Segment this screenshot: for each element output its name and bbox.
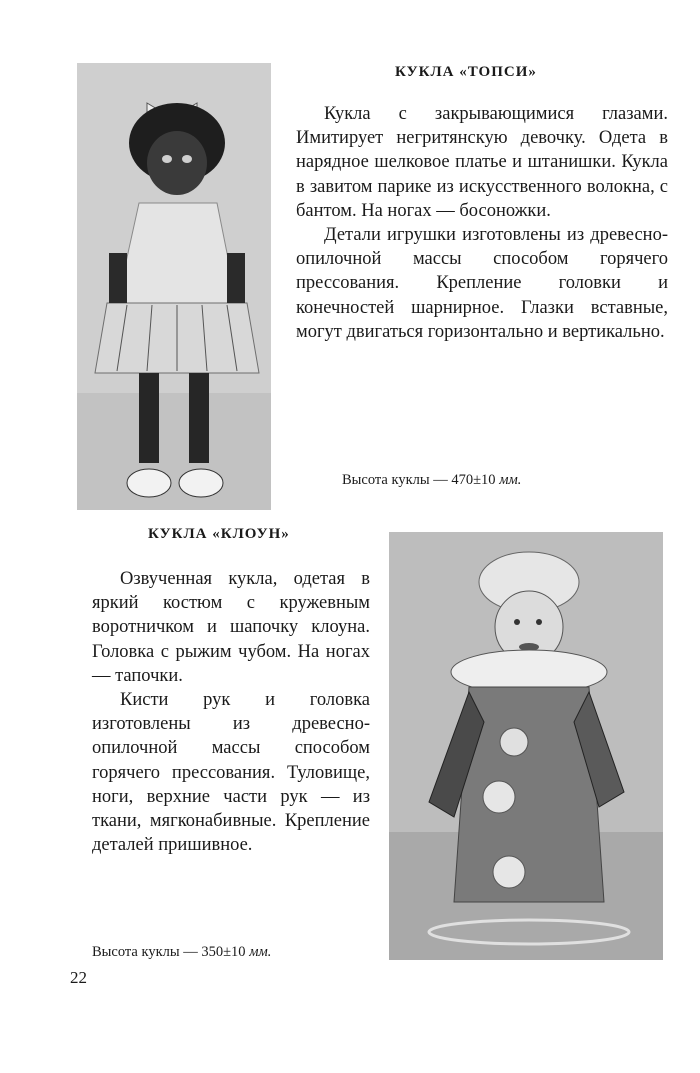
- topsy-paragraph-1: Кукла с закрывающимися глазами. Имитирует негритянскую девочку. Одета в нарядное шелковое платье и штанишки. Кукла в завитом парике из искусственного волокна, с бантом. На ногах — босоножки.: [296, 104, 668, 221]
- topsy-height-label: Высота куклы — 470±10: [342, 472, 496, 488]
- clown-height-unit: мм.: [249, 944, 272, 960]
- clown-height: [92, 944, 271, 961]
- topsy-title: КУКЛА «ТОПСИ»: [395, 64, 537, 80]
- clown-description: [92, 567, 370, 857]
- topsy-paragraph-2: Детали игрушки изготовлены из древесно-опилочной массы способом горячего прессования. Крепление головки и конечностей шарнирное. Глазки вставные, могут двигаться горизонтально и вертикально.: [296, 225, 668, 342]
- topsy-height: [342, 472, 521, 489]
- clown-height-label: Высота куклы — 350±10: [92, 944, 246, 960]
- topsy-description: [296, 102, 668, 344]
- page-number: 22: [70, 968, 87, 987]
- clown-title: КУКЛА «КЛОУН»: [148, 526, 290, 542]
- topsy-doll-photo: [77, 63, 271, 510]
- clown-doll-photo: [389, 532, 663, 960]
- topsy-height-unit: мм.: [499, 472, 522, 488]
- clown-paragraph-1: Озвученная кукла, одетая в яркий костюм с кружевным воротничком и шапочку клоуна. Головка с рыжим чубом. На ногах — тапочки.: [92, 569, 370, 686]
- clown-paragraph-2: Кисти рук и головка изготовлены из древесно-опилочной массы способом горячего прессования. Туловище, ноги, верхние части рук — из ткани, мягконабивные. Крепление деталей пришивное.: [92, 690, 370, 856]
